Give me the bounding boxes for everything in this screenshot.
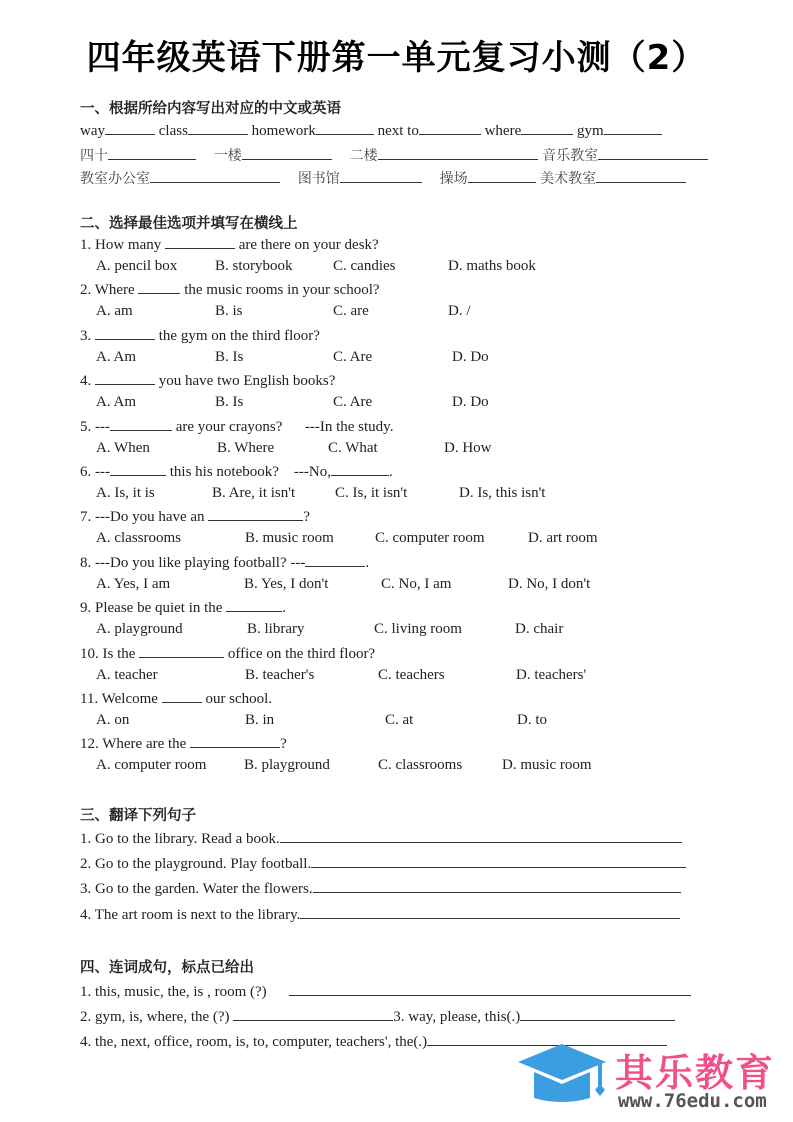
answer-option[interactable]: C. teachers: [378, 666, 445, 683]
answer-option[interactable]: C. at: [385, 712, 414, 728]
question-stem: [80, 326, 320, 345]
answer-option[interactable]: C. Is, it isn't: [335, 485, 408, 501]
translate-item: [80, 854, 686, 873]
answer-blank[interactable]: [108, 146, 196, 160]
answer-option[interactable]: B. Is: [215, 394, 244, 411]
answer-option[interactable]: A. classrooms: [96, 530, 181, 547]
answer-blank[interactable]: [162, 689, 202, 703]
reorder-item: [80, 1007, 675, 1026]
section-1-heading: 一、根据所给内容写出对应的中文或英语: [80, 101, 341, 117]
answer-blank[interactable]: [468, 169, 536, 183]
answer-blank[interactable]: [188, 121, 248, 135]
question-stem: [80, 644, 375, 663]
answer-option[interactable]: B. music room: [245, 530, 334, 547]
answer-option[interactable]: C. living room: [374, 621, 462, 638]
answer-blank[interactable]: [208, 507, 303, 521]
answer-option[interactable]: B. teacher's: [245, 666, 315, 683]
answer-option[interactable]: C. computer room: [375, 530, 485, 547]
answer-blank[interactable]: [242, 146, 332, 160]
question-text: the music rooms in your school?: [180, 282, 380, 299]
question-text: 8. ---Do you like playing football? ---: [80, 554, 306, 571]
answer-blank[interactable]: [280, 829, 682, 843]
answer-option[interactable]: A. playground: [96, 621, 183, 638]
word: 四十: [80, 148, 108, 164]
question-stem: [80, 734, 287, 753]
question-stem: [80, 280, 380, 299]
translate-sentence: 1. Go to the library. Read a book.: [80, 831, 280, 847]
answer-option[interactable]: C. candies: [333, 258, 396, 274]
answer-blank[interactable]: [604, 121, 662, 135]
answer-blank[interactable]: [233, 1007, 393, 1021]
translate-sentence: 4. The art room is next to the library.: [80, 907, 301, 923]
graduation-cap-icon: [510, 1040, 610, 1112]
answer-option[interactable]: C. What: [328, 439, 378, 456]
answer-option[interactable]: A. When: [96, 439, 150, 456]
question-text: the gym on the third floor?: [155, 327, 320, 344]
answer-option[interactable]: D. teachers': [516, 666, 587, 683]
question-text: office on the third floor?: [224, 645, 376, 662]
answer-option[interactable]: D. art room: [528, 530, 598, 547]
question-text: .: [365, 554, 370, 571]
answer-blank[interactable]: [289, 982, 691, 996]
section-4-heading: 四、连词成句，标点已给出: [80, 960, 254, 976]
logo-name: 其乐教育: [615, 1051, 776, 1095]
question-text: .: [388, 464, 393, 480]
translate-item: [80, 829, 682, 848]
question-text: 10. Is the: [80, 645, 140, 662]
answer-blank[interactable]: [311, 854, 686, 868]
question-text: 3.: [80, 327, 95, 344]
answer-option[interactable]: C. are: [333, 303, 369, 320]
answer-option[interactable]: B. in: [245, 712, 275, 728]
answer-option[interactable]: D. chair: [515, 621, 564, 638]
answer-blank[interactable]: [105, 121, 155, 135]
reorder-words: 3. way, please, this(.): [393, 1009, 521, 1025]
section-3-heading: 三、翻译下列句子: [80, 808, 196, 824]
answer-option[interactable]: D. maths book: [448, 258, 536, 274]
word: 图书馆: [297, 171, 340, 187]
question-text: .: [282, 600, 286, 617]
answer-option[interactable]: B. Where: [217, 439, 275, 456]
answer-option[interactable]: A. Yes, I am: [96, 575, 171, 592]
translate-item: [80, 879, 681, 898]
answer-option[interactable]: B. Is: [215, 348, 244, 365]
answer-option[interactable]: A. teacher: [96, 666, 158, 683]
question-stem: [80, 507, 310, 526]
answer-blank[interactable]: [521, 121, 573, 135]
translate-sentence: 2. Go to the playground. Play football.: [80, 856, 312, 872]
answer-blank[interactable]: [190, 734, 280, 748]
logo-url: www.76edu.com: [618, 1090, 767, 1112]
answer-blank[interactable]: [110, 462, 166, 476]
answer-option[interactable]: C. No, I am: [381, 575, 452, 592]
answer-option[interactable]: D. to: [517, 712, 547, 728]
word: 一楼: [213, 148, 242, 164]
question-text: ?: [303, 509, 310, 526]
question-text: 5. ---: [80, 418, 110, 435]
answer-option[interactable]: A. computer room: [96, 757, 207, 774]
question-text: 2. Where: [80, 282, 139, 299]
answer-option[interactable]: C. classrooms: [378, 757, 463, 774]
answer-option[interactable]: B. Yes, I don't: [244, 575, 329, 592]
answer-blank[interactable]: [138, 280, 180, 294]
answer-blank[interactable]: [165, 235, 235, 249]
word: 教室办公室: [80, 171, 150, 187]
word: 音乐教室: [542, 148, 599, 164]
question-stem: [80, 598, 286, 617]
question-stem: [80, 689, 272, 708]
question-text: 6. ---: [80, 464, 110, 480]
answer-blank[interactable]: [598, 146, 708, 160]
answer-blank[interactable]: [226, 598, 282, 612]
answer-option[interactable]: C. Are: [333, 348, 373, 365]
question-text: 4.: [80, 373, 95, 390]
reorder-item: [80, 982, 691, 1001]
word: where: [484, 123, 522, 139]
translate-sentence: 3. Go to the garden. Water the flowers.: [80, 881, 313, 897]
word: 操场: [439, 171, 468, 187]
question-text: are your crayons? ---In the study.: [172, 418, 394, 435]
word: 二楼: [349, 148, 378, 164]
answer-option[interactable]: A. am: [96, 303, 133, 320]
answer-option[interactable]: A. on: [96, 712, 130, 728]
reorder-words: 1. this, music, the, is , room (?): [80, 984, 267, 1000]
answer-blank[interactable]: [316, 121, 374, 135]
logo: [510, 1040, 790, 1116]
section-1-row-1: [80, 121, 662, 140]
section-1-row-3: [80, 168, 686, 188]
answer-option[interactable]: D. Do: [452, 394, 489, 411]
answer-option[interactable]: D. How: [444, 439, 492, 456]
answer-option[interactable]: C. Are: [333, 394, 373, 411]
answer-blank[interactable]: [331, 462, 389, 476]
answer-option[interactable]: A. pencil box: [96, 258, 178, 274]
word: gym: [576, 123, 604, 139]
answer-blank[interactable]: [300, 905, 680, 919]
question-text: ?: [280, 736, 287, 753]
question-text: our school.: [201, 691, 273, 707]
answer-blank[interactable]: [95, 371, 155, 385]
question-text: 9. Please be quiet in the: [80, 600, 227, 617]
answer-option[interactable]: D. /: [448, 303, 471, 320]
answer-option[interactable]: D. No, I don't: [508, 575, 591, 592]
answer-blank[interactable]: [520, 1007, 675, 1021]
word: class: [158, 123, 188, 139]
answer-option[interactable]: B. library: [247, 621, 305, 638]
answer-blank[interactable]: [110, 417, 172, 431]
question-stem: [80, 462, 393, 481]
question-text: 11. Welcome: [80, 691, 162, 707]
answer-option[interactable]: D. Is, this isn't: [459, 485, 546, 501]
answer-blank[interactable]: [313, 879, 681, 893]
answer-option[interactable]: D. Do: [452, 348, 489, 365]
question-text: are there on your desk?: [235, 237, 379, 253]
question-stem: [80, 371, 335, 390]
answer-blank[interactable]: [139, 644, 224, 658]
answer-blank[interactable]: [340, 169, 422, 183]
answer-blank[interactable]: [378, 146, 538, 160]
answer-option[interactable]: B. is: [215, 303, 243, 320]
question-stem: [80, 235, 379, 254]
word: 美术教室: [540, 171, 597, 187]
translate-item: [80, 905, 680, 924]
answer-blank[interactable]: [150, 169, 280, 183]
answer-option[interactable]: A. Is, it is: [96, 485, 155, 501]
word: next to: [377, 123, 419, 139]
question-text: 1. How many: [80, 237, 165, 253]
section-1-row-2: [80, 145, 708, 165]
answer-blank[interactable]: [305, 553, 365, 567]
answer-option[interactable]: A. Am: [96, 348, 137, 365]
word: homework: [251, 123, 316, 139]
reorder-words: 4. the, next, office, room, is, to, computer, teachers', the(.): [80, 1034, 428, 1050]
reorder-words: 2. gym, is, where, the (?): [80, 1009, 230, 1025]
question-stem: [80, 553, 369, 572]
answer-option[interactable]: B. Are, it isn't: [212, 485, 296, 501]
page-title: 四年级英语下册第一单元复习小测（2）: [86, 38, 707, 78]
section-2-heading: 二、选择最佳选项并填写在横线上: [80, 216, 298, 232]
question-text: you have two English books?: [155, 373, 336, 390]
answer-option[interactable]: D. music room: [502, 757, 592, 774]
answer-option[interactable]: B. playground: [244, 757, 330, 774]
answer-option[interactable]: A. Am: [96, 394, 137, 411]
answer-blank[interactable]: [596, 169, 686, 183]
question-text: 12. Where are the: [80, 736, 191, 753]
answer-option[interactable]: B. storybook: [215, 258, 293, 274]
answer-blank[interactable]: [419, 121, 481, 135]
question-text: this his notebook? ---No,: [166, 464, 331, 480]
word: way: [80, 123, 105, 139]
question-text: 7. ---Do you have an: [80, 509, 209, 526]
answer-blank[interactable]: [95, 326, 155, 340]
question-stem: [80, 417, 393, 436]
